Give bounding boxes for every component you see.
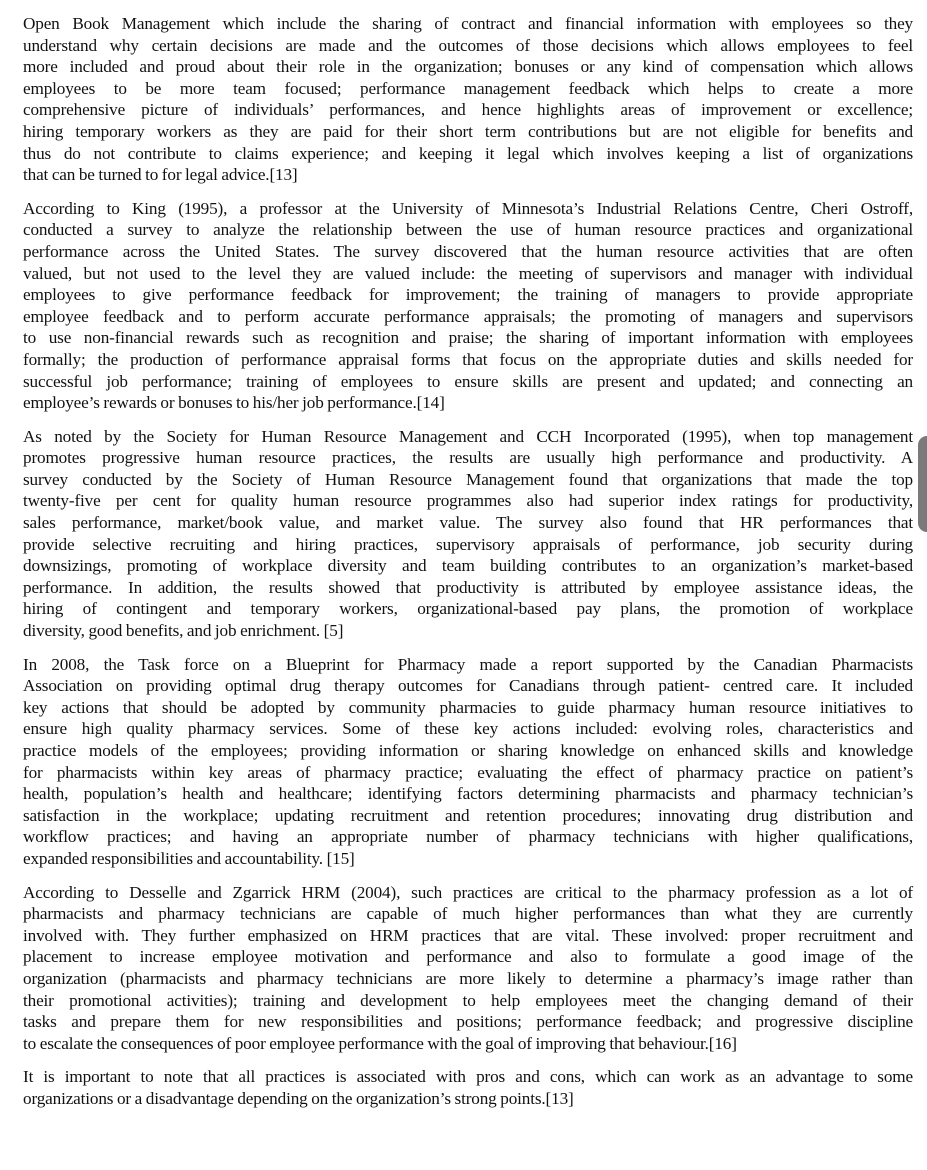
- text-line: understand why certain decisions are made and the outcomes of those decisions which allows employees to feel: [23, 35, 913, 55]
- text-line: employees to be more team focused; performance management feedback which helps to create a more: [23, 78, 913, 98]
- text-line: to use non-financial rewards such as recognition and praise; the sharing of important information with employees: [23, 328, 913, 348]
- paragraph-pros-and-cons: [23, 1066, 913, 1109]
- text-line: more included and proud about their role in the organization; bonuses or any kind of compensation which allows: [23, 57, 913, 77]
- text-line: satisfaction in the workplace; updating recruitment and retention procedures; innovating drug distribution and: [23, 805, 913, 825]
- text-line: hiring temporary workers as they are paid for their short term contributions but are not eligible for benefits and: [23, 121, 913, 141]
- text-line: successful job performance; training of employees to ensure skills are present and updated; and connecting an: [23, 371, 913, 391]
- text-line: organizations or a disadvantage depending on the organization’s strong points.[13]: [23, 1088, 574, 1108]
- text-line: In 2008, the Task force on a Blueprint for Pharmacy made a report supported by the Canadian Pharmacists: [23, 654, 913, 674]
- text-line: promotes progressive human resource practices, the results are usually high performance and productivity. A: [23, 448, 913, 468]
- text-line: organization (pharmacists and pharmacy technicians are more likely to determine a pharmacy’s image rather than: [23, 968, 913, 988]
- text-line: According to King (1995), a professor at the University of Minnesota’s Industrial Relations Centre, Cheri Ostroff,: [23, 198, 913, 218]
- text-line: workflow practices; and having an appropriate number of pharmacy technicians with higher qualifications,: [23, 827, 913, 847]
- paragraph-open-book-management: [23, 13, 913, 186]
- text-line: provide selective recruiting and hiring practices, supervisory appraisals of performance, job security during: [23, 534, 913, 554]
- text-line: hiring of contingent and temporary workers, organizational-based pay plans, the promotion of workplace: [23, 599, 913, 619]
- text-line: Open Book Management which include the sharing of contract and financial information with employees so they: [23, 14, 913, 33]
- text-line: ensure high quality pharmacy services. Some of these key actions included: evolving roles, characteristics and: [23, 719, 913, 739]
- text-line: conducted a survey to analyze the relationship between the use of human resource practices and organizational: [23, 220, 913, 240]
- text-line: health, population’s health and healthcare; identifying factors determining pharmacists and pharmacy technician’s: [23, 784, 913, 804]
- text-line: for pharmacists within key areas of pharmacy practice; evaluating the effect of pharmacy practice on patient’s: [23, 762, 913, 782]
- text-line: survey conducted by the Society of Human Resource Management found that organizations that made the top: [23, 469, 913, 489]
- text-line: According to Desselle and Zgarrick HRM (2004), such practices are critical to the pharmacy profession as a lot of: [23, 882, 913, 902]
- text-line: formally; the production of performance appraisal forms that focus on the appropriate duties and skills needed for: [23, 349, 913, 369]
- text-line: twenty-five per cent for quality human resource programmes also had superior index ratings for productivity,: [23, 491, 913, 511]
- text-line: performance. In addition, the results showed that productivity is attributed by employee assistance ideas, the: [23, 577, 913, 597]
- text-line: Association on providing optimal drug therapy outcomes for Canadians through patient- centred care. It included: [23, 676, 913, 696]
- text-line: sales performance, market/book value, and market value. The survey also found that HR performances that: [23, 513, 913, 533]
- side-panel-tab[interactable]: [918, 436, 927, 532]
- text-line: their promotional activities); training and development to help employees meet the changing demand of their: [23, 990, 913, 1010]
- paragraph-king-1995: [23, 198, 913, 414]
- text-line: key actions that should be adopted by community pharmacies to guide pharmacy human resource initiatives to: [23, 697, 913, 717]
- text-line: thus do not contribute to claims experience; and keeping it legal which involves keeping a list of organizations: [23, 143, 913, 163]
- paragraph-blueprint-pharmacy-2008: [23, 654, 913, 870]
- text-line: employees to give performance feedback for improvement; the training of managers to provide appropriate: [23, 285, 913, 305]
- text-line: diversity, good benefits, and job enrichment. [5]: [23, 621, 344, 641]
- text-line: expanded responsibilities and accountability. [15]: [23, 848, 355, 868]
- text-line: valued, but not used to the level they are valued include: the meeting of supervisors and manager with individual: [23, 263, 913, 283]
- text-line: placement to increase employee motivation and performance and also to formulate a good image of the: [23, 947, 913, 967]
- text-line: practice models of the employees; providing information or sharing knowledge on enhanced skills and knowledge: [23, 741, 913, 760]
- text-line: employee feedback and to perform accurate performance appraisals; the promoting of managers and supervisors: [23, 306, 913, 326]
- text-line: comprehensive picture of individuals’ performances, and hence highlights areas of improvement or excellence;: [23, 100, 913, 120]
- text-line: that can be turned to for legal advice.[13]: [23, 165, 298, 185]
- text-line: performance across the United States. The survey discovered that the human resource activities that are often: [23, 241, 913, 261]
- document-page: [23, 13, 913, 1122]
- text-line: to escalate the consequences of poor employee performance with the goal of improving that behaviour.[16]: [23, 1033, 737, 1053]
- text-line: It is important to note that all practices is associated with pros and cons, which can work as an advantage to some: [23, 1067, 913, 1087]
- paragraph-desselle-zgarrick-2004: [23, 882, 913, 1055]
- paragraph-shrm-cch-1995: [23, 426, 913, 642]
- text-line: involved with. They further emphasized on HRM practices that are vital. These involved: proper recruitment and: [23, 925, 913, 945]
- text-line: employee’s rewards or bonuses to his/her job performance.[14]: [23, 393, 445, 413]
- text-line: downsizings, promoting of workplace diversity and team building contributes to an organization’s market-based: [23, 556, 913, 576]
- text-line: tasks and prepare them for new responsibilities and positions; performance feedback; and progressive discipline: [23, 1012, 913, 1032]
- text-line: pharmacists and pharmacy technicians are capable of much higher performances than what they are currently: [23, 904, 913, 924]
- text-line: As noted by the Society for Human Resource Management and CCH Incorporated (1995), when top management: [23, 426, 913, 446]
